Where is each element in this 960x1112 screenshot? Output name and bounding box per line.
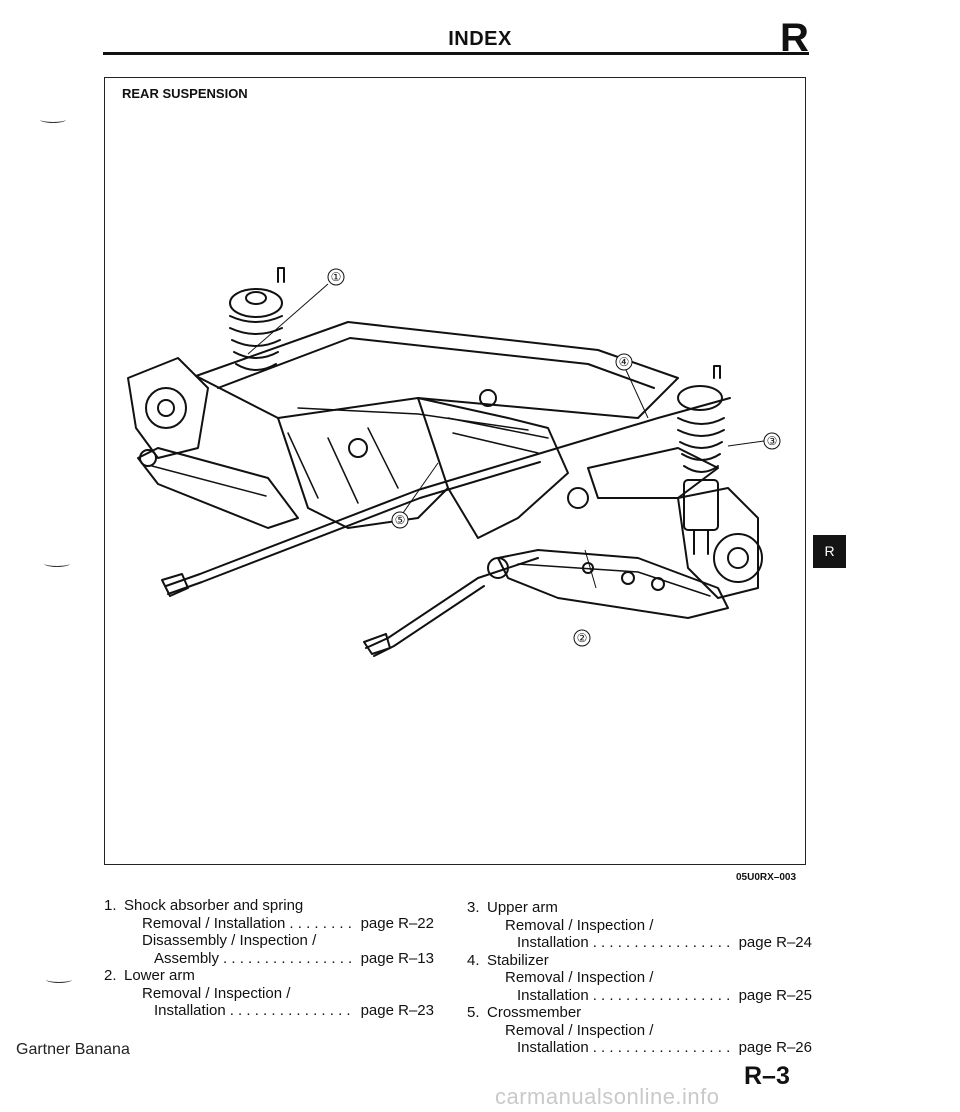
- item-number: 5.: [467, 1004, 480, 1021]
- index-subitem: [467, 934, 812, 952]
- index-item-shock-absorber: [104, 897, 434, 915]
- index-column-left: [104, 897, 434, 1020]
- item-number: 3.: [467, 899, 480, 916]
- rear-suspension-illustration: [118, 258, 788, 678]
- dot-leader: [593, 1039, 733, 1057]
- header-rule: [103, 52, 809, 55]
- item-title: Stabilizer: [487, 951, 549, 969]
- subitem-label: Installation: [517, 986, 589, 1004]
- scan-edge-mark: [44, 560, 70, 567]
- index-subitem: [467, 969, 812, 987]
- source-credit: Gartner Banana: [16, 1041, 130, 1058]
- item-title: Crossmember: [487, 1004, 582, 1021]
- index-item-upper-arm: [467, 899, 812, 917]
- page-reference: page R–24: [738, 934, 812, 951]
- index-item-stabilizer: [467, 952, 812, 970]
- index-subitem: [104, 1002, 434, 1020]
- dot-leader: [593, 934, 733, 952]
- page-reference: page R–25: [738, 986, 812, 1004]
- dot-leader: [223, 950, 355, 968]
- dot-leader: [593, 987, 733, 1005]
- index-subitem: [104, 950, 434, 968]
- callout-2: ②: [576, 631, 588, 645]
- subitem-label: Installation: [517, 934, 589, 951]
- page-number: R–3: [744, 1062, 790, 1090]
- index-subitem: [104, 915, 434, 933]
- item-number: 1.: [104, 897, 117, 914]
- subitem-label: Removal / Inspection /: [142, 984, 291, 1002]
- index-subitem: [467, 917, 812, 935]
- subitem-label: Removal / Inspection /: [505, 916, 654, 934]
- callout-3: ③: [766, 434, 778, 448]
- scan-edge-mark: [46, 976, 72, 983]
- subitem-label: Installation: [517, 1039, 589, 1056]
- index-subitem: [467, 987, 812, 1005]
- index-subitem: [104, 985, 434, 1003]
- subitem-label: Assembly: [154, 949, 220, 967]
- index-subitem: [467, 1022, 812, 1040]
- index-item-crossmember: [467, 1004, 812, 1022]
- index-item-lower-arm: [104, 967, 434, 985]
- side-tab-r: R: [813, 535, 846, 568]
- subitem-label: Installation: [154, 1002, 226, 1019]
- upper-arm: [588, 448, 718, 498]
- page-reference: page R–13: [360, 949, 434, 967]
- page-reference: page R–26: [738, 1039, 812, 1056]
- subitem-label: Removal / Inspection /: [505, 969, 654, 986]
- subitem-label: Removal / Installation: [142, 914, 286, 932]
- item-number: 2.: [104, 967, 117, 984]
- page-header-title: INDEX: [448, 28, 512, 50]
- section-letter: R: [780, 16, 809, 60]
- item-title: Upper arm: [487, 899, 558, 916]
- item-title: Shock absorber and spring: [124, 897, 304, 914]
- callout-5: ⑤: [394, 513, 406, 527]
- item-title: Lower arm: [124, 967, 195, 984]
- subitem-label: Disassembly / Inspection /: [142, 932, 317, 949]
- callout-1: ①: [330, 270, 342, 284]
- dot-leader: [230, 1002, 355, 1020]
- subitem-label: Removal / Inspection /: [505, 1021, 654, 1039]
- watermark: carmanualsonline.info: [495, 1084, 720, 1109]
- page-reference: page R–22: [360, 914, 434, 932]
- callout-4: ④: [618, 355, 630, 369]
- item-number: 4.: [467, 951, 480, 969]
- scan-edge-mark: [40, 116, 66, 123]
- index-subitem: [467, 1039, 812, 1057]
- dot-leader: [289, 915, 354, 933]
- index-subitem: [104, 932, 434, 950]
- figure-title: REAR SUSPENSION: [122, 86, 248, 101]
- figure-code: 05U0RX–003: [736, 872, 797, 883]
- index-column-right: [467, 899, 812, 1057]
- page-reference: page R–23: [360, 1002, 434, 1019]
